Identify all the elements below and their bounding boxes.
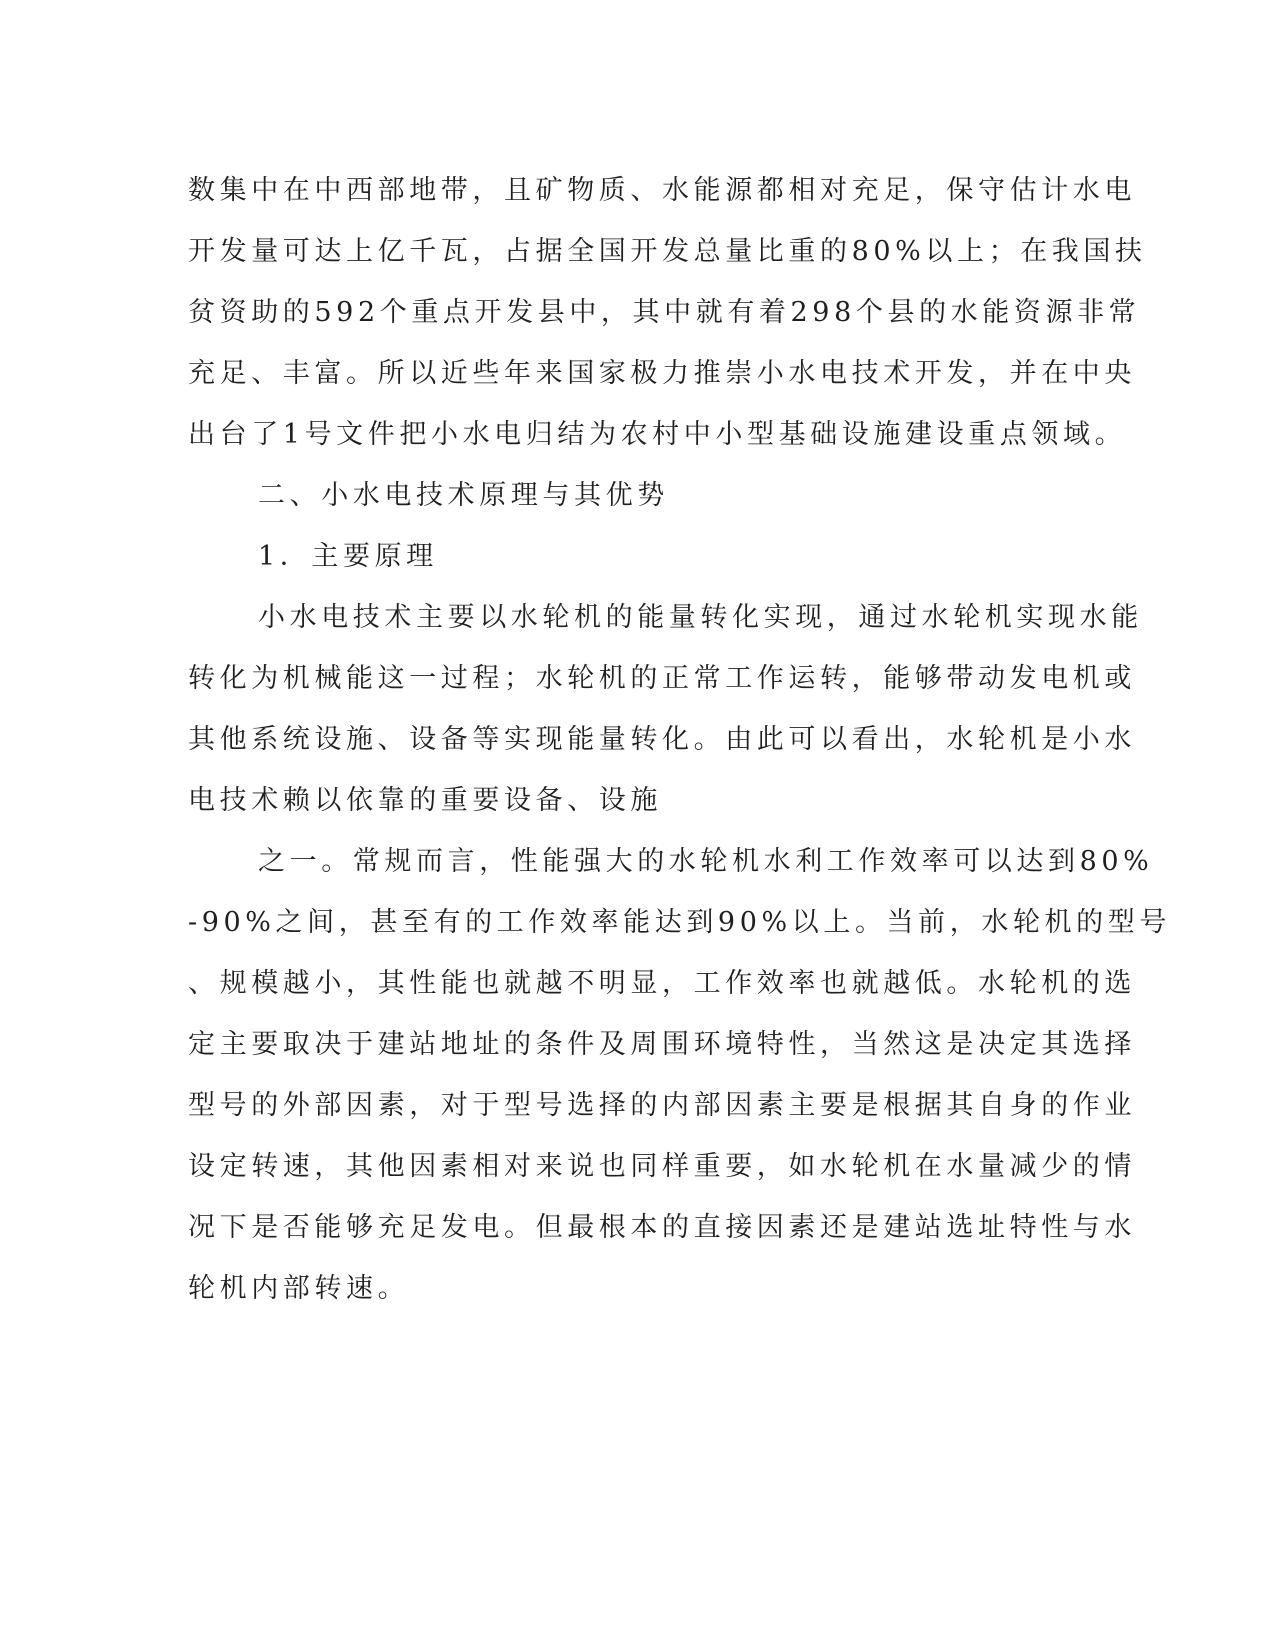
subsection-heading: 1．主要原理 [258, 541, 438, 572]
text-line: 小水电技术主要以水轮机的能量转化实现，通过水轮机实现水能 [258, 602, 1143, 633]
text-line: 轮机内部转速。 [188, 1273, 410, 1304]
text-line: 设定转速，其他因素相对来说也同样重要，如水轮机在水量减少的情 [188, 1151, 1136, 1182]
text-line: -90%之间，甚至有的工作效率能达到90%以上。当前，水轮机的型号 [188, 907, 1171, 938]
text-line: 数集中在中西部地带，且矿物质、水能源都相对充足，保守估计水电 [188, 175, 1136, 206]
text-line: 况下是否能够充足发电。但最根本的直接因素还是建站选址特性与水 [188, 1212, 1136, 1243]
text-line: 电技术赖以依靠的重要设备、设施 [188, 785, 662, 816]
text-line: 、规模越小，其性能也就越不明显，工作效率也就越低。水轮机的选 [188, 968, 1136, 999]
text-line: 其他系统设施、设备等实现能量转化。由此可以看出，水轮机是小水 [188, 724, 1136, 755]
section-heading: 二、小水电技术原理与其优势 [258, 480, 669, 511]
text-line: 转化为机械能这一过程；水轮机的正常工作运转，能够带动发电机或 [188, 663, 1136, 694]
text-line: 贫资助的592个重点开发县中，其中就有着298个县的水能资源非常 [188, 297, 1141, 328]
text-line: 充足、丰富。所以近些年来国家极力推崇小水电技术开发，并在中央 [188, 358, 1136, 389]
text-line: 出台了1号文件把小水电归结为农村中小型基础设施建设重点领域。 [188, 419, 1127, 450]
body-text [188, 160, 1171, 1319]
text-line: 开发量可达上亿千瓦，占据全国开发总量比重的80%以上；在我国扶 [188, 236, 1147, 267]
text-line: 之一。常规而言，性能强大的水轮机水利工作效率可以达到80% [258, 846, 1154, 877]
text-line: 定主要取决于建站地址的条件及周围环境特性，当然这是决定其选择 [188, 1029, 1136, 1060]
text-line: 型号的外部因素，对于型号选择的内部因素主要是根据其自身的作业 [188, 1090, 1136, 1121]
